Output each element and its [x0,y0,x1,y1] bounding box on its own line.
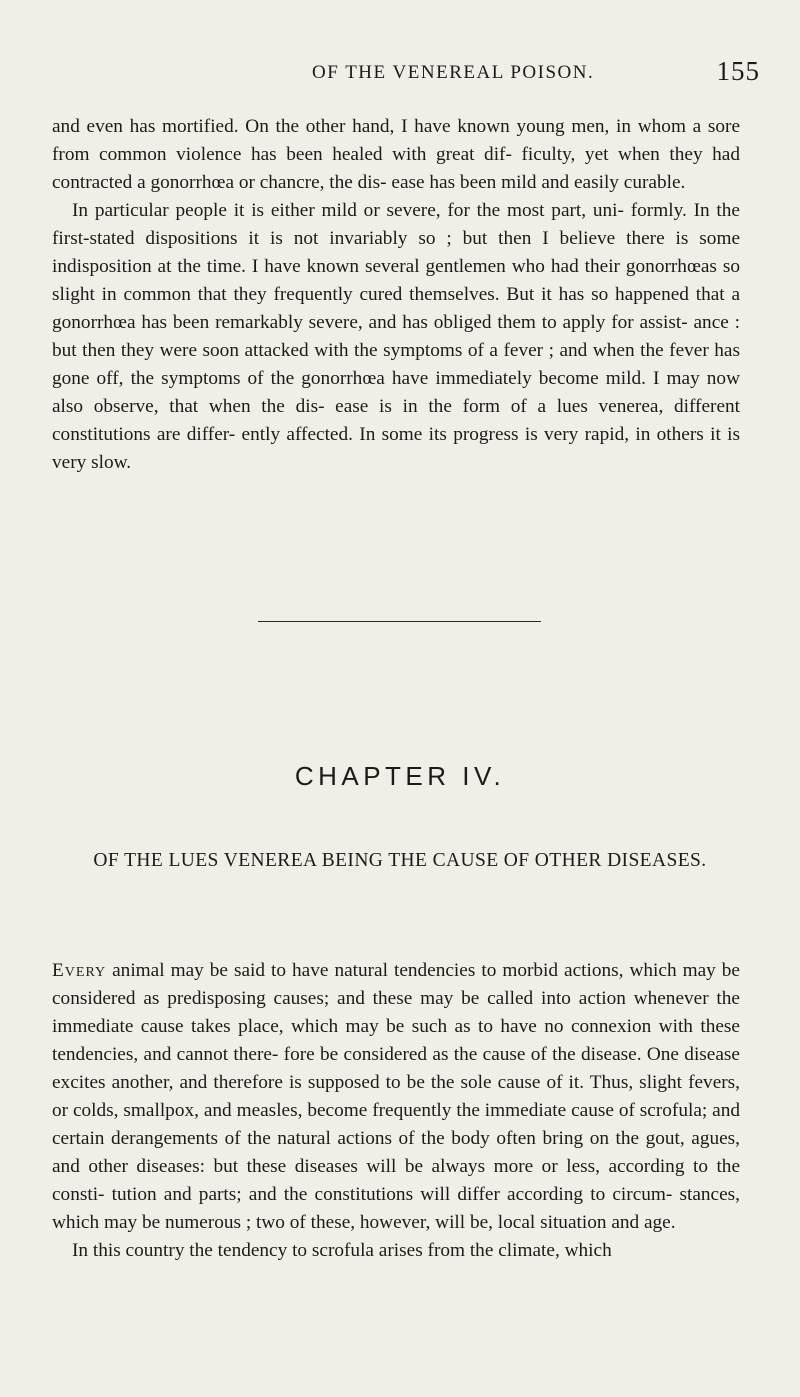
paragraph-1: and even has mortified. On the other hand, I have known young men, in whom a sore from common violence has been healed with great dif- ficulty, yet when they had contracted a gonorrhœa or chancre, the dis- ease has been mild and easily curable. [52,116,740,193]
paragraph-3 [52,957,740,1237]
paragraph-2: In particular people it is either mild or severe, for the most part, uni- formly. In the first-stated dispositions it is not invariably so ; but then I believe there is some indisposition at the time. I have known several gentlemen who had their gonorrhœas so slight in common that they frequently cured themselves. But it has so happened that a gonorrhœa has been remarkably severe, and has obliged them to apply for assist- ance : but then they were soon attacked with the symptoms of a fever ; and when the fever has gone off, the symptoms of the gonorrhœa have immediately become mild. I may now also observe, that when the dis- ease is in the form of a lues venerea, different constitutions are differ- ently affected. In some its progress is very rapid, in others it is very slow. [52,200,740,473]
lead-word: Every [52,960,107,981]
preceding-section-text [52,113,740,477]
chapter-heading: CHAPTER IV. [294,761,506,791]
paragraph-3-text: animal may be said to have natural tendencies to morbid actions, which may be considered as predisposing causes; and these may be called into action whenever the immediate cause takes place, which may be such as to have no connexion with these tendencies, and cannot there- fore be considered as the cause of the disease. One disease excites another, and therefore is supposed to be the sole cause of it. Thus, slight fevers, or colds, smallpox, and measles, become frequently the immediate cause of scrofula; and certain derangements of the natural actions of the body often bring on the gout, agues, and other diseases: but these diseases will be always more or less, according to the consti- tution and parts; and the constitutions will differ according to circum- stances, which may be numerous ; two of these, however, will be, local situation and age. [52,960,740,1233]
section-divider [258,621,541,622]
running-head [60,56,760,92]
chapter-subtitle: OF THE LUES VENEREA BEING THE CAUSE OF OTHER DISEASES. [93,850,707,871]
chapter-body-text [52,957,740,1265]
page-number: 155 [716,56,760,86]
running-title: OF THE VENEREAL POISON. [312,62,595,83]
paragraph-4: In this country the tendency to scrofula arises from the climate, which [72,1240,612,1261]
